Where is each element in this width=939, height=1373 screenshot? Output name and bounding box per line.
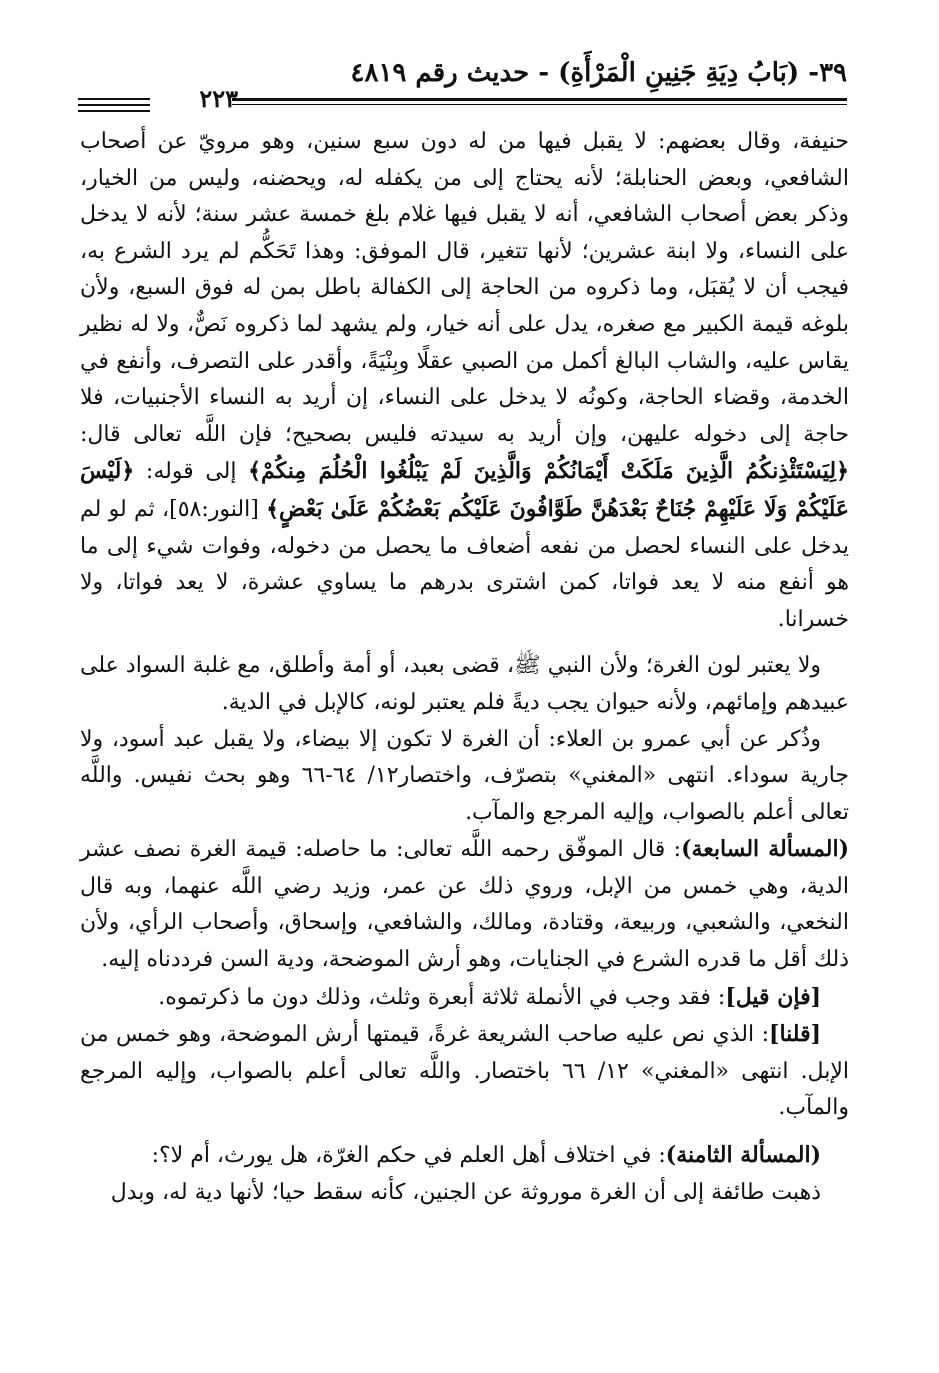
running-header: ٣٩- (بَابُ دِيَةِ جَنِينِ الْمَرْأَةِ) - حديث رقم ٤٨١٩	[350, 58, 847, 88]
objection-label: [فإن قيل]	[725, 983, 821, 1010]
paragraph	[80, 1175, 849, 1212]
section-heading: (المسألة السابعة)	[681, 836, 849, 863]
reply-label: [قلنا]	[769, 1021, 821, 1048]
quran-verse: ﴿لَيْسَ عَلَيْكُمْ وَلَا عَلَيْهِمْ جُنَاحٌ بَعْدَهُنَّ طَوَّافُونَ عَلَيْكُم بَعْضُكُمْ عَلَىٰ بَعْضٍ﴾	[80, 458, 849, 522]
paragraph-text: إلى قوله:	[145, 459, 237, 485]
quran-verse: ﴿لِيَسْتَئْذِنكُمُ الَّذِينَ مَلَكَتْ أَيْمَانُكُمْ وَالَّذِينَ لَمْ يَبْلُغُوا الْحُلُمَ مِنكُمْ﴾	[248, 458, 849, 485]
paragraph-text: : فقد وجب في الأنملة ثلاثة أبعرة وثلث، وذلك دون ما ذكرتموه.	[158, 984, 726, 1010]
paragraph-text: ولا يعتبر لون الغرة؛ ولأن النبي ﷺ، قضى بعبد، أو أمة وأطلق، مع غلبة السواد على عبيدهم وإمائهم، ولأنه حيوان يجب ديةً فلم يعتبر لونه، كالإبل في الدية.	[80, 653, 849, 715]
paragraph-text: [النور:٥٨]، ثم لو لم يدخل على النساء لحصل من نفعه أضعاف ما يحصل من دخوله، وفوات شيء إلى ما هو أنفع منه لا يعد فواتا، كمن اشترى بدرهم ما يساوي عشرة، لا يعد فواتا، ولا خسرانا.	[80, 496, 849, 632]
paragraph-text: : في اختلاف أهل العلم في حكم الغرّة، هل يورث، أم لا؟:	[151, 1143, 666, 1169]
paragraph-text: حنيفة، وقال بعضهم: لا يقبل فيها من له دون سبع سنين، وهو مرويّ عن أصحاب الشافعي، وبعض الحنابلة؛ لأنه يحتاج إلى من يكفله له، ويحضنه، وليس من الخيار، وذكر بعض أصحاب الشافعي، أنه لا يقبل فيها غلام بلغ خمسة عشر سنة؛ لأنه لا يدخل على النساء، ولا ابنة عشرين؛ لأنها تتغير، قال الموفق: وهذا تَحَكُّم لم يرد الشرع به، فيجب أن لا يُقبَل، وما ذكروه من الحاجة إلى الكفالة باطل بمن له فوق السبع، ولأن بلوغه قيمة الكبير مع صغره، يدل على أنه خيار، ولم يشهد لما ذكروه نَصٌّ، ولا له نظير يقاس عليه، والشاب البالغ أكمل من الصبي عقلًا وبِنْيَةً، وأقدر على التصرف، وأنفع في الخدمة، وقضاء الحاجة، وكونُه لا يدخل على النساء، إن أريد به النساء الأجنبيات، فلا حاجة إلى دخوله عليهن، وإن أريد به سيدته فليس بصحيح؛ فإن اللَّه تعالى قال:	[80, 129, 849, 447]
paragraph	[80, 722, 849, 832]
paragraph	[80, 831, 849, 978]
paragraph-text: : الذي نص عليه صاحب الشريعة غرةً، قيمتها أرش الموضحة، وهو خمس من الإبل. انتهى «المغني» ١٢/ ٦٦ باختصار. واللَّه تعالى أعلم بالصواب، وإليه المرجع والمآب.	[80, 1022, 850, 1121]
paragraph-text: ذهبت طائفة إلى أن الغرة موروثة عن الجنين، كأنه سقط حيا؛ لأنها دية له، وبدل	[110, 1179, 821, 1205]
paragraph	[80, 1016, 849, 1127]
paragraph-text: وذُكر عن أبي عمرو بن العلاء: أن الغرة لا تكون إلا بيضاء، ولا يقبل عبد أسود، ولا جارية سوداء. انتهى «المغني» بتصرّف، واختصار١٢/ ٦٤-٦٦ وهو بحث نفيس. واللَّه تعالى أعلم بالصواب، وإليه المرجع والمآب.	[80, 726, 850, 825]
paragraph	[80, 1137, 849, 1175]
paragraph	[80, 979, 849, 1017]
page-number: ٢٢٣	[199, 84, 238, 113]
paragraph	[80, 648, 849, 721]
paragraph	[80, 124, 849, 638]
section-heading: (المسألة الثامنة)	[665, 1142, 821, 1169]
paragraph-text: : قال الموفّق رحمه اللَّه تعالى: ما حاصله: قيمة الغرة نصف عشر الدية، وهي خمس من الإبل، وروي ذلك عن عمر، وزيد رضي اللَّه عنهما، وبه قال النخعي، والشعبي، وربيعة، وقتادة، ومالك، والشافعي، وإسحاق، وأصحاب الرأي، ولأن ذلك أقل ما قدره الشرع في الجنايات، وهو أرش الموضحة، ودية السن فرددناه إليه.	[80, 837, 849, 973]
page-number-block	[78, 84, 238, 118]
header-rule-thin	[232, 104, 847, 105]
header-rule	[232, 98, 847, 101]
main-text	[80, 124, 849, 1211]
